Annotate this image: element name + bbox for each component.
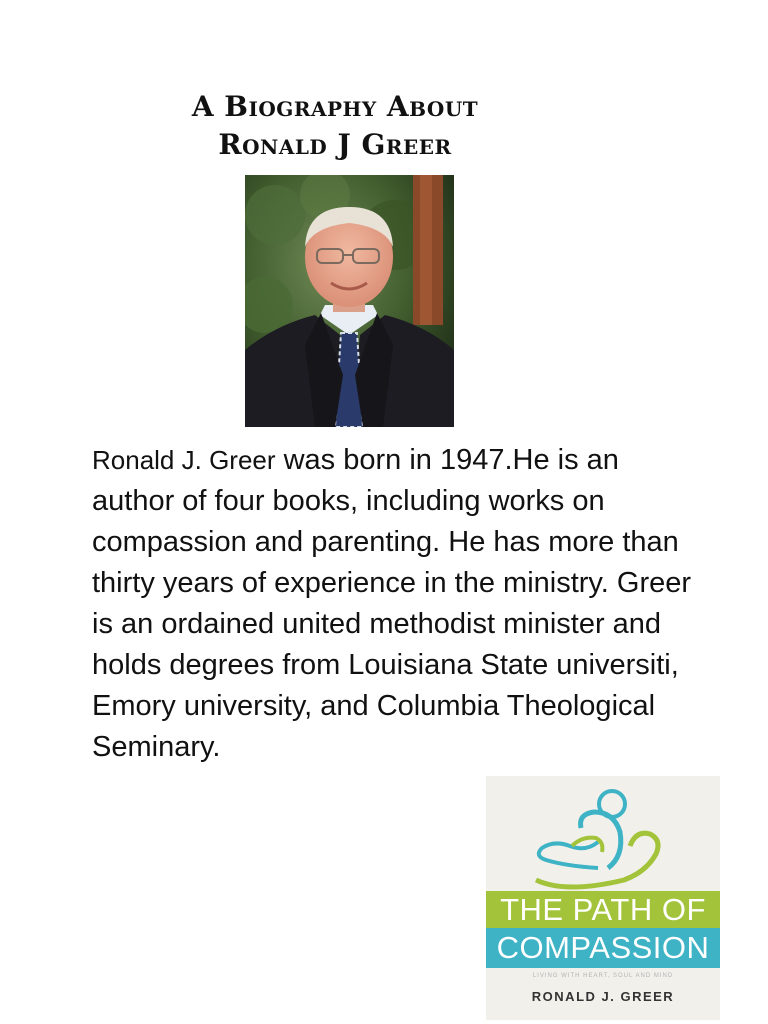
title-line-1: A Biography About [191, 90, 479, 123]
compassion-logo-icon [486, 776, 720, 896]
bio-lead-name: Ronald J. Greer [92, 445, 276, 475]
book-subtitle: LIVING WITH HEART, SOUL AND MIND [532, 973, 674, 979]
book-title-line-1: THE PATH OF [500, 892, 706, 927]
author-portrait [245, 175, 454, 427]
book-author: RONALD J. GREER [531, 989, 675, 1004]
page-title [150, 88, 520, 164]
portrait-image [245, 175, 454, 427]
bio-text: was born in 1947.He is an author of four books, including works on compassion and parenting. He has more than thirty years of experience in the ministry. Greer is an ordained united methodist minister and holds degrees from Louisiana State universiti, Emory university, and Columbia Theological Seminary. [92, 444, 692, 763]
biography-paragraph [92, 440, 692, 768]
title-line-2: Ronald J Greer [218, 128, 452, 161]
book-title-line-2: COMPASSION [496, 930, 710, 965]
book-cover [486, 776, 720, 1020]
